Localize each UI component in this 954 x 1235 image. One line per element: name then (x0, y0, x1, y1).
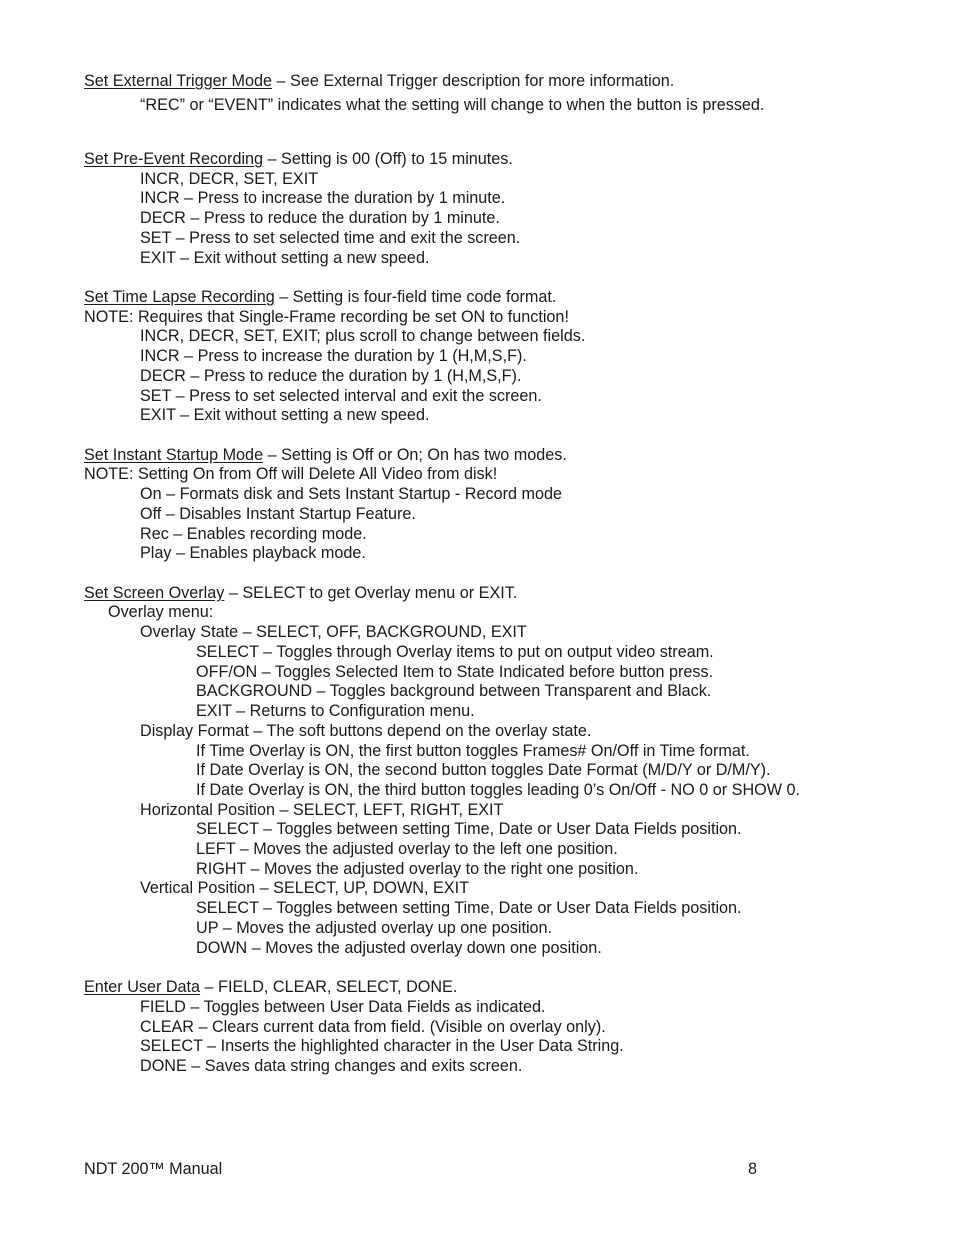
instant-startup-line: On – Formats disk and Sets Instant Startup - Record mode (140, 485, 562, 503)
instant-startup-line: Rec – Enables recording mode. (140, 525, 367, 543)
horizontal-position-item: SELECT – Toggles between setting Time, Date or User Data Fields position. (196, 820, 742, 838)
overlay-state-item: OFF/ON – Toggles Selected Item to State Indicated before button press. (196, 663, 714, 681)
time-lapse-line: EXIT – Exit without setting a new speed. (140, 406, 430, 424)
instant-startup-heading-line (84, 445, 567, 465)
vertical-position-item: DOWN – Moves the adjusted overlay down one position. (196, 939, 602, 957)
ext-trigger-heading: Set External Trigger Mode (84, 72, 273, 90)
instant-startup-desc: – Setting is Off or On; On has two modes. (263, 446, 567, 464)
vertical-position-item: SELECT – Toggles between setting Time, Date or User Data Fields position. (196, 899, 742, 917)
overlay-state-item: EXIT – Returns to Configuration menu. (196, 702, 475, 720)
time-lapse-heading: Set Time Lapse Recording (84, 288, 275, 306)
ext-trigger-heading-line (84, 71, 674, 91)
display-format-item: If Time Overlay is ON, the first button toggles Frames# On/Off in Time format. (196, 742, 750, 760)
time-lapse-desc: – Setting is four-field time code format. (274, 288, 557, 306)
instant-startup-line: Off – Disables Instant Startup Feature. (140, 505, 416, 523)
pre-event-line: DECR – Press to reduce the duration by 1 minute. (140, 209, 500, 227)
instant-startup-heading: Set Instant Startup Mode (84, 446, 264, 464)
screen-overlay-heading-line (84, 583, 517, 603)
user-data-line: CLEAR – Clears current data from field. (Visible on overlay only). (140, 1018, 606, 1036)
page-number: 8 (748, 1160, 758, 1178)
user-data-heading: Enter User Data (84, 978, 201, 996)
user-data-line: SELECT – Inserts the highlighted character in the User Data String. (140, 1037, 624, 1055)
overlay-menu-label: Overlay menu: (108, 603, 214, 621)
horizontal-position-heading: Horizontal Position – SELECT, LEFT, RIGHT, EXIT (140, 801, 504, 819)
vertical-position-heading: Vertical Position – SELECT, UP, DOWN, EXIT (140, 879, 469, 897)
pre-event-line: SET – Press to set selected time and exit the screen. (140, 229, 521, 247)
instant-startup-line: Play – Enables playback mode. (140, 544, 366, 562)
overlay-state-item: BACKGROUND – Toggles background between Transparent and Black. (196, 682, 712, 700)
time-lapse-line: SET – Press to set selected interval and exit the screen. (140, 387, 542, 405)
time-lapse-line: DECR – Press to reduce the duration by 1 (H,M,S,F). (140, 367, 522, 385)
screen-overlay-heading: Set Screen Overlay (84, 584, 225, 602)
display-format-item: If Date Overlay is ON, the third button toggles leading 0’s On/Off - NO 0 or SHOW 0. (196, 781, 800, 799)
user-data-desc: – FIELD, CLEAR, SELECT, DONE. (200, 978, 458, 996)
ext-trigger-desc: – See External Trigger description for more information. (272, 72, 675, 90)
pre-event-line: INCR, DECR, SET, EXIT (140, 170, 319, 188)
footer-title: NDT 200™ Manual (84, 1160, 223, 1178)
horizontal-position-item: RIGHT – Moves the adjusted overlay to the right one position. (196, 860, 639, 878)
instant-startup-note: NOTE: Setting On from Off will Delete All Video from disk! (84, 465, 498, 483)
ext-trigger-line: “REC” or “EVENT” indicates what the setting will change to when the button is pressed. (140, 96, 765, 114)
time-lapse-heading-line (84, 287, 556, 307)
overlay-state-item: SELECT – Toggles through Overlay items to put on output video stream. (196, 643, 714, 661)
time-lapse-line: INCR, DECR, SET, EXIT; plus scroll to change between fields. (140, 327, 586, 345)
time-lapse-note: NOTE: Requires that Single-Frame recording be set ON to function! (84, 308, 569, 326)
user-data-line: FIELD – Toggles between User Data Fields as indicated. (140, 998, 546, 1016)
user-data-heading-line (84, 977, 457, 997)
pre-event-desc: – Setting is 00 (Off) to 15 minutes. (263, 150, 513, 168)
pre-event-line: EXIT – Exit without setting a new speed. (140, 249, 430, 267)
vertical-position-item: UP – Moves the adjusted overlay up one position. (196, 919, 553, 937)
pre-event-line: INCR – Press to increase the duration by 1 minute. (140, 189, 506, 207)
display-format-heading: Display Format – The soft buttons depend on the overlay state. (140, 722, 592, 740)
time-lapse-line: INCR – Press to increase the duration by 1 (H,M,S,F). (140, 347, 527, 365)
horizontal-position-item: LEFT – Moves the adjusted overlay to the left one position. (196, 840, 618, 858)
screen-overlay-desc: – SELECT to get Overlay menu or EXIT. (224, 584, 518, 602)
display-format-item: If Date Overlay is ON, the second button toggles Date Format (M/D/Y or D/M/Y). (196, 761, 771, 779)
pre-event-heading: Set Pre-Event Recording (84, 150, 264, 168)
pre-event-heading-line (84, 149, 513, 169)
overlay-state-heading: Overlay State – SELECT, OFF, BACKGROUND, EXIT (140, 623, 527, 641)
user-data-line: DONE – Saves data string changes and exits screen. (140, 1057, 523, 1075)
